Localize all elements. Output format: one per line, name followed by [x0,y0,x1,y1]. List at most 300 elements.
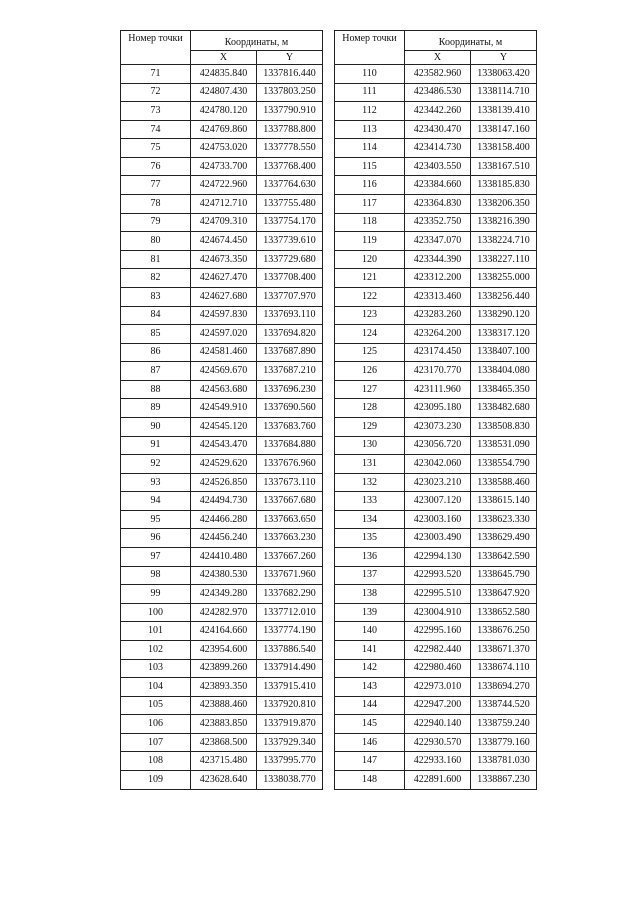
table-row [121,83,323,102]
y-coordinate-cell: 1338674.110 [471,659,537,678]
x-coordinate-cell: 423364.830 [405,195,471,214]
table-body [335,65,537,790]
y-coordinate-cell: 1338629.490 [471,529,537,548]
point-number-cell: 137 [335,566,405,585]
point-number-cell: 136 [335,548,405,567]
point-number-cell: 101 [121,622,191,641]
point-number-cell: 89 [121,399,191,418]
x-coordinate-cell: 423111.960 [405,380,471,399]
table-row [121,399,323,418]
x-coordinate-cell: 423430.470 [405,120,471,139]
coordinates-header: Координаты, м [405,31,537,51]
table-row [121,436,323,455]
table-row [121,362,323,381]
point-number-cell: 92 [121,455,191,474]
point-number-cell: 78 [121,195,191,214]
point-number-cell: 102 [121,640,191,659]
point-number-cell: 111 [335,83,405,102]
point-number-cell: 82 [121,269,191,288]
y-coordinate-cell: 1338227.110 [471,250,537,269]
point-number-cell: 118 [335,213,405,232]
table-row [335,287,537,306]
y-coordinate-cell: 1337712.010 [257,603,323,622]
y-coordinate-cell: 1337676.960 [257,455,323,474]
y-coordinate-cell: 1337915.410 [257,678,323,697]
y-coordinate-cell: 1338588.460 [471,473,537,492]
x-coordinate-cell: 424549.910 [191,399,257,418]
table-row [335,380,537,399]
x-coordinate-cell: 422980.460 [405,659,471,678]
y-coordinate-cell: 1338508.830 [471,417,537,436]
x-coordinate-cell: 423347.070 [405,232,471,251]
x-coordinate-cell: 424673.350 [191,250,257,269]
point-number-cell: 124 [335,325,405,344]
y-coordinate-cell: 1338185.830 [471,176,537,195]
y-coordinate-cell: 1338158.400 [471,139,537,158]
point-number-cell: 88 [121,380,191,399]
table-row [121,120,323,139]
y-coordinate-cell: 1337754.170 [257,213,323,232]
coordinates-header: Координаты, м [191,31,323,51]
y-coordinate-cell: 1338114.710 [471,83,537,102]
y-coordinate-cell: 1338216.390 [471,213,537,232]
table-row [335,250,537,269]
point-number-cell: 139 [335,603,405,622]
x-coordinate-cell: 424597.020 [191,325,257,344]
y-coordinate-cell: 1338256.440 [471,287,537,306]
point-number-cell: 95 [121,510,191,529]
x-coordinate-cell: 424674.450 [191,232,257,251]
table-row [121,585,323,604]
y-coordinate-cell: 1337995.770 [257,752,323,771]
y-coordinate-cell: 1337768.400 [257,157,323,176]
point-number-cell: 80 [121,232,191,251]
y-coordinate-cell: 1338465.350 [471,380,537,399]
y-coordinate-cell: 1337755.480 [257,195,323,214]
table-row [335,659,537,678]
x-coordinate-cell: 423442.260 [405,102,471,121]
point-number-cell: 105 [121,696,191,715]
x-coordinate-cell: 423170.770 [405,362,471,381]
table-row [121,343,323,362]
point-number-cell: 131 [335,455,405,474]
x-coordinate-cell: 424494.730 [191,492,257,511]
x-coordinate-cell: 423414.730 [405,139,471,158]
table-row [121,640,323,659]
y-coordinate-cell: 1338744.520 [471,696,537,715]
point-number-cell: 71 [121,65,191,84]
table-row [335,566,537,585]
table-row [335,585,537,604]
point-number-cell: 103 [121,659,191,678]
y-coordinate-cell: 1337739.610 [257,232,323,251]
point-number-cell: 106 [121,715,191,734]
y-coordinate-cell: 1337693.110 [257,306,323,325]
x-coordinate-cell: 424164.660 [191,622,257,641]
point-number-cell: 134 [335,510,405,529]
x-coordinate-cell: 422973.010 [405,678,471,697]
point-number-cell: 96 [121,529,191,548]
y-coordinate-cell: 1338290.120 [471,306,537,325]
y-coordinate-cell: 1338147.160 [471,120,537,139]
point-number-cell: 120 [335,250,405,269]
point-number-header: Номер точки [335,31,405,65]
x-coordinate-cell: 422930.570 [405,733,471,752]
x-coordinate-cell: 423582.960 [405,65,471,84]
x-coordinate-cell: 423899.260 [191,659,257,678]
coordinates-table-right [334,30,537,790]
x-coordinate-cell: 424543.470 [191,436,257,455]
table-row [335,696,537,715]
point-number-cell: 123 [335,306,405,325]
table-row [335,83,537,102]
table-row [121,139,323,158]
table-row [121,752,323,771]
y-coordinate-cell: 1337667.680 [257,492,323,511]
y-coordinate-cell: 1337929.340 [257,733,323,752]
x-coordinate-cell: 423384.660 [405,176,471,195]
x-coordinate-cell: 422940.140 [405,715,471,734]
point-number-cell: 72 [121,83,191,102]
x-coordinate-cell: 424545.120 [191,417,257,436]
table-row [335,306,537,325]
point-number-cell: 112 [335,102,405,121]
y-column-header: Y [471,51,537,65]
y-coordinate-cell: 1338642.590 [471,548,537,567]
table-row [121,250,323,269]
table-body [121,65,323,790]
y-coordinate-cell: 1338317.120 [471,325,537,344]
x-coordinate-cell: 423893.350 [191,678,257,697]
x-coordinate-cell: 423073.230 [405,417,471,436]
point-number-cell: 122 [335,287,405,306]
table-row [121,287,323,306]
table-row [335,102,537,121]
point-number-cell: 144 [335,696,405,715]
point-number-cell: 147 [335,752,405,771]
point-number-cell: 85 [121,325,191,344]
x-coordinate-cell: 424712.710 [191,195,257,214]
point-number-cell: 110 [335,65,405,84]
table-row [121,678,323,697]
y-coordinate-cell: 1338652.580 [471,603,537,622]
y-coordinate-cell: 1338623.330 [471,510,537,529]
point-number-cell: 99 [121,585,191,604]
table-row [335,715,537,734]
point-number-cell: 115 [335,157,405,176]
y-coordinate-cell: 1338224.710 [471,232,537,251]
x-coordinate-cell: 424569.670 [191,362,257,381]
point-number-cell: 94 [121,492,191,511]
table-row [335,417,537,436]
point-number-cell: 90 [121,417,191,436]
coordinates-table-left [120,30,323,790]
y-coordinate-cell: 1337886.540 [257,640,323,659]
x-coordinate-cell: 423954.600 [191,640,257,659]
x-coordinate-cell: 423888.460 [191,696,257,715]
point-number-cell: 129 [335,417,405,436]
x-coordinate-cell: 424456.240 [191,529,257,548]
point-number-cell: 117 [335,195,405,214]
table-row [121,548,323,567]
x-coordinate-cell: 423095.180 [405,399,471,418]
point-number-cell: 77 [121,176,191,195]
y-coordinate-cell: 1338694.270 [471,678,537,697]
x-coordinate-cell: 423264.200 [405,325,471,344]
table-row [121,417,323,436]
point-number-cell: 74 [121,120,191,139]
y-coordinate-cell: 1338671.370 [471,640,537,659]
point-number-cell: 138 [335,585,405,604]
table-row [335,770,537,789]
x-coordinate-cell: 423313.460 [405,287,471,306]
y-coordinate-cell: 1338167.510 [471,157,537,176]
y-coordinate-cell: 1337667.260 [257,548,323,567]
x-coordinate-cell: 423868.500 [191,733,257,752]
x-coordinate-cell: 423042.060 [405,455,471,474]
y-coordinate-cell: 1337694.820 [257,325,323,344]
y-coordinate-cell: 1338038.770 [257,770,323,789]
y-coordinate-cell: 1337790.910 [257,102,323,121]
point-number-cell: 143 [335,678,405,697]
table-row [121,715,323,734]
y-coordinate-cell: 1337673.110 [257,473,323,492]
x-coordinate-cell: 423004.910 [405,603,471,622]
table-row [121,269,323,288]
x-column-header: X [191,51,257,65]
table-row [335,473,537,492]
x-coordinate-cell: 424349.280 [191,585,257,604]
x-coordinate-cell: 424835.840 [191,65,257,84]
x-coordinate-cell: 422993.520 [405,566,471,585]
point-number-cell: 87 [121,362,191,381]
y-coordinate-cell: 1337696.230 [257,380,323,399]
point-number-cell: 141 [335,640,405,659]
table-row [121,102,323,121]
y-coordinate-cell: 1337663.230 [257,529,323,548]
x-coordinate-cell: 424753.020 [191,139,257,158]
y-coordinate-cell: 1338645.790 [471,566,537,585]
y-coordinate-cell: 1338759.240 [471,715,537,734]
point-number-cell: 84 [121,306,191,325]
x-coordinate-cell: 423003.160 [405,510,471,529]
point-number-header: Номер точки [121,31,191,65]
table-row [335,343,537,362]
y-coordinate-cell: 1337920.810 [257,696,323,715]
table-row [335,622,537,641]
y-coordinate-cell: 1338615.140 [471,492,537,511]
point-number-cell: 140 [335,622,405,641]
point-number-cell: 76 [121,157,191,176]
y-coordinate-cell: 1338779.160 [471,733,537,752]
x-coordinate-cell: 422947.200 [405,696,471,715]
x-coordinate-cell: 422982.440 [405,640,471,659]
y-coordinate-cell: 1337683.760 [257,417,323,436]
table-row [121,455,323,474]
y-coordinate-cell: 1338139.410 [471,102,537,121]
x-coordinate-cell: 422995.510 [405,585,471,604]
table-row [335,120,537,139]
x-coordinate-cell: 423056.720 [405,436,471,455]
point-number-cell: 113 [335,120,405,139]
point-number-cell: 127 [335,380,405,399]
table-row [121,157,323,176]
x-coordinate-cell: 423283.260 [405,306,471,325]
x-coordinate-cell: 424722.960 [191,176,257,195]
point-number-cell: 133 [335,492,405,511]
table-row [121,566,323,585]
y-coordinate-cell: 1337764.630 [257,176,323,195]
table-row [121,473,323,492]
y-coordinate-cell: 1338554.790 [471,455,537,474]
x-coordinate-cell: 424709.310 [191,213,257,232]
y-coordinate-cell: 1337682.290 [257,585,323,604]
x-coordinate-cell: 423174.450 [405,343,471,362]
y-coordinate-cell: 1338407.100 [471,343,537,362]
table-row [335,362,537,381]
x-coordinate-cell: 423023.210 [405,473,471,492]
table-row [335,733,537,752]
table-row [335,436,537,455]
y-coordinate-cell: 1337671.960 [257,566,323,585]
y-coordinate-cell: 1338206.350 [471,195,537,214]
y-coordinate-cell: 1337774.190 [257,622,323,641]
table-row [335,455,537,474]
point-number-cell: 81 [121,250,191,269]
y-coordinate-cell: 1337778.550 [257,139,323,158]
table-row [335,548,537,567]
x-coordinate-cell: 423715.480 [191,752,257,771]
point-number-cell: 98 [121,566,191,585]
y-coordinate-cell: 1338063.420 [471,65,537,84]
table-row [335,492,537,511]
table-row [335,678,537,697]
table-row [335,65,537,84]
table-row [121,176,323,195]
point-number-cell: 145 [335,715,405,734]
table-row [335,176,537,195]
x-coordinate-cell: 424529.620 [191,455,257,474]
point-number-cell: 114 [335,139,405,158]
point-number-cell: 109 [121,770,191,789]
x-coordinate-cell: 424733.700 [191,157,257,176]
x-coordinate-cell: 424563.680 [191,380,257,399]
y-coordinate-cell: 1337914.490 [257,659,323,678]
table-row [121,659,323,678]
table-row [335,269,537,288]
point-number-cell: 104 [121,678,191,697]
table-row [121,696,323,715]
x-coordinate-cell: 424807.430 [191,83,257,102]
table-row [121,492,323,511]
x-coordinate-cell: 424627.680 [191,287,257,306]
table-row [335,529,537,548]
y-coordinate-cell: 1337803.250 [257,83,323,102]
y-coordinate-cell: 1337707.970 [257,287,323,306]
point-number-cell: 83 [121,287,191,306]
point-number-cell: 93 [121,473,191,492]
x-coordinate-cell: 424581.460 [191,343,257,362]
table-row [335,640,537,659]
x-coordinate-cell: 423486.530 [405,83,471,102]
table-row [121,195,323,214]
x-coordinate-cell: 422933.160 [405,752,471,771]
x-coordinate-cell: 423312.200 [405,269,471,288]
point-number-cell: 91 [121,436,191,455]
x-coordinate-cell: 422891.600 [405,770,471,789]
x-coordinate-cell: 423628.640 [191,770,257,789]
x-coordinate-cell: 424380.530 [191,566,257,585]
table-row [335,195,537,214]
point-number-cell: 119 [335,232,405,251]
x-coordinate-cell: 423344.390 [405,250,471,269]
y-coordinate-cell: 1337788.800 [257,120,323,139]
y-coordinate-cell: 1337708.400 [257,269,323,288]
point-number-cell: 148 [335,770,405,789]
point-number-cell: 79 [121,213,191,232]
table-row [121,325,323,344]
point-number-cell: 100 [121,603,191,622]
x-coordinate-cell: 422994.130 [405,548,471,567]
x-coordinate-cell: 424769.860 [191,120,257,139]
y-coordinate-cell: 1338676.250 [471,622,537,641]
table-row [335,510,537,529]
table-row [121,622,323,641]
table-row [335,399,537,418]
y-coordinate-cell: 1338781.030 [471,752,537,771]
x-coordinate-cell: 424597.830 [191,306,257,325]
y-coordinate-cell: 1337687.210 [257,362,323,381]
table-row [121,529,323,548]
y-coordinate-cell: 1337816.440 [257,65,323,84]
table-row [335,752,537,771]
x-coordinate-cell: 424780.120 [191,102,257,121]
table-row [121,510,323,529]
table-row [335,213,537,232]
y-column-header: Y [257,51,323,65]
x-coordinate-cell: 424627.470 [191,269,257,288]
table-row [121,213,323,232]
point-number-cell: 75 [121,139,191,158]
point-number-cell: 128 [335,399,405,418]
y-coordinate-cell: 1337684.880 [257,436,323,455]
y-coordinate-cell: 1338404.080 [471,362,537,381]
table-row [121,65,323,84]
y-coordinate-cell: 1338867.230 [471,770,537,789]
point-number-cell: 73 [121,102,191,121]
y-coordinate-cell: 1338482.680 [471,399,537,418]
x-coordinate-cell: 424526.850 [191,473,257,492]
point-number-cell: 97 [121,548,191,567]
point-number-cell: 135 [335,529,405,548]
table-row [335,325,537,344]
table-row [335,603,537,622]
x-coordinate-cell: 422995.160 [405,622,471,641]
y-coordinate-cell: 1338647.920 [471,585,537,604]
point-number-cell: 125 [335,343,405,362]
point-number-cell: 142 [335,659,405,678]
x-coordinate-cell: 423883.850 [191,715,257,734]
point-number-cell: 146 [335,733,405,752]
table-row [121,380,323,399]
table-row [121,232,323,251]
point-number-cell: 107 [121,733,191,752]
table-row [121,770,323,789]
point-number-cell: 108 [121,752,191,771]
x-coordinate-cell: 424282.970 [191,603,257,622]
table-row [335,232,537,251]
x-coordinate-cell: 423003.490 [405,529,471,548]
